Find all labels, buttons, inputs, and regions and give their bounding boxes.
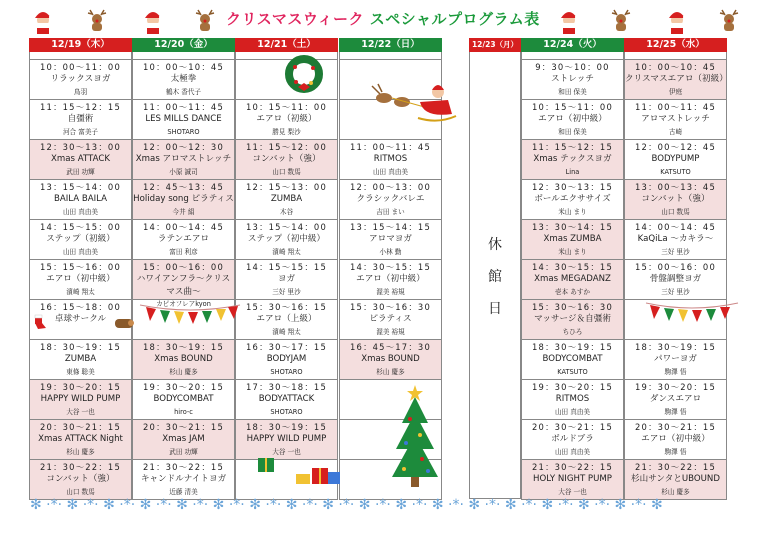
program-inst: KATSUTO bbox=[557, 367, 588, 376]
program-name: ボルドブラ bbox=[551, 434, 594, 445]
program-cell bbox=[624, 220, 727, 260]
program-inst: 壱本 あすか bbox=[554, 287, 591, 296]
program-inst: 杉山 慶多 bbox=[169, 367, 198, 376]
program-cell bbox=[339, 260, 442, 300]
program-name: ステップ（初級） bbox=[46, 234, 115, 245]
program-cell bbox=[132, 220, 235, 260]
program-inst: 伊庭 bbox=[668, 87, 683, 96]
program-name: BODYJAM bbox=[266, 354, 307, 365]
program-inst: 渥美 裕規 bbox=[376, 327, 405, 336]
program-time: 10：00〜10：45 bbox=[635, 62, 716, 72]
program-time: 18：30〜19：15 bbox=[40, 342, 121, 352]
program-name: BAILA BAILA bbox=[53, 194, 108, 205]
program-name: HAPPY WILD PUMP bbox=[246, 434, 327, 445]
program-cell bbox=[29, 100, 132, 140]
program-time: 21：30〜22：15 bbox=[532, 462, 613, 472]
program-time: 19：30〜20：15 bbox=[143, 382, 224, 392]
program-inst: ちひろ bbox=[562, 327, 583, 336]
program-cell bbox=[132, 380, 235, 420]
program-inst: 山田 真由美 bbox=[62, 207, 99, 216]
day-column bbox=[624, 38, 727, 500]
program-inst: 濱崎 翔太 bbox=[272, 327, 301, 336]
program-cell bbox=[339, 180, 442, 220]
program-cell bbox=[235, 260, 338, 300]
program-cell bbox=[235, 340, 338, 380]
page-title bbox=[226, 8, 540, 29]
program-name: Xmas BOUND bbox=[361, 354, 420, 365]
program-name: Xmas JAM bbox=[162, 434, 205, 445]
santa-sleigh-image bbox=[368, 74, 458, 124]
program-time: 11：15〜12：15 bbox=[532, 142, 613, 152]
program-inst: 山口 数馬 bbox=[661, 207, 690, 216]
program-name: リラックスヨガ bbox=[50, 74, 111, 85]
program-name: ピラティス bbox=[369, 314, 412, 325]
program-cell bbox=[29, 340, 132, 380]
program-name: エアロ（初中級） bbox=[641, 434, 710, 445]
program-name: エアロ（上級） bbox=[256, 314, 317, 325]
program-time: 15：00〜16：00 bbox=[143, 262, 224, 272]
program-time: 15：30〜16：15 bbox=[246, 302, 327, 312]
christmas-tree-image bbox=[390, 383, 440, 491]
program-cell bbox=[339, 140, 442, 180]
program-inst: 三好 里沙 bbox=[661, 247, 690, 256]
program-inst: 杉山 慶多 bbox=[66, 447, 95, 456]
program-inst: 山田 真由美 bbox=[62, 247, 99, 256]
program-inst: SHOTARO bbox=[270, 367, 303, 376]
reindeer-icon bbox=[608, 6, 634, 34]
program-name: BODYCOMBAT bbox=[542, 354, 603, 365]
program-time: 21：30〜22：15 bbox=[635, 462, 716, 472]
program-name: ステップ（初中級） bbox=[247, 234, 326, 245]
program-name: 骨盤調整ヨガ bbox=[649, 274, 702, 285]
day-column bbox=[235, 38, 338, 500]
program-inst: 鶴木 香代子 bbox=[165, 87, 202, 96]
program-time: 12：30〜13：00 bbox=[40, 142, 121, 152]
program-time: 12：30〜13：15 bbox=[532, 182, 613, 192]
program-name: コンバット（強） bbox=[252, 154, 321, 165]
program-inst: 近藤 清美 bbox=[169, 487, 198, 496]
program-inst: 今井 絹 bbox=[172, 207, 195, 216]
spacer-row bbox=[624, 52, 727, 60]
program-cell bbox=[624, 180, 727, 220]
spacer-row bbox=[339, 52, 442, 60]
program-time: 19：30〜20：15 bbox=[635, 382, 716, 392]
program-time: 14：00〜14：45 bbox=[635, 222, 716, 232]
program-name: Xmas テックスヨガ bbox=[533, 154, 612, 165]
program-time: 10：15〜11：00 bbox=[246, 102, 327, 112]
program-inst: 古崎 bbox=[668, 127, 683, 136]
program-time: 10：00〜11：00 bbox=[40, 62, 121, 72]
program-cell bbox=[339, 300, 442, 340]
program-inst: 和田 保美 bbox=[558, 127, 587, 136]
program-time: 15：30〜16：30 bbox=[532, 302, 613, 312]
program-cell bbox=[521, 460, 624, 500]
program-time: 9：30〜10：00 bbox=[535, 62, 610, 72]
reindeer-icon bbox=[192, 6, 218, 34]
program-name: BODYATTACK bbox=[258, 394, 315, 405]
closed-char-1: 休 bbox=[488, 237, 502, 253]
program-cell bbox=[235, 100, 338, 140]
program-time: 11：15〜12：15 bbox=[40, 102, 121, 112]
program-name: HOLY NIGHT PUMP bbox=[533, 474, 612, 485]
spacer-row bbox=[132, 52, 235, 60]
program-time: 13：15〜14：00 bbox=[246, 222, 327, 232]
program-cell bbox=[132, 100, 235, 140]
program-inst: 米山 まり bbox=[558, 207, 587, 216]
program-cell bbox=[29, 260, 132, 300]
program-inst: 小原 誠司 bbox=[169, 167, 198, 176]
title-bar bbox=[0, 0, 768, 38]
program-name: 卓球サークル bbox=[54, 314, 107, 325]
program-cell bbox=[132, 260, 235, 309]
program-time: 18：30〜19：15 bbox=[635, 342, 716, 352]
program-time: 16：15〜18：00 bbox=[40, 302, 121, 312]
program-cell bbox=[235, 380, 338, 420]
closed-day-header: 12/23（月） bbox=[469, 38, 521, 52]
program-cell bbox=[29, 60, 132, 100]
program-name: アロマヨガ bbox=[369, 234, 412, 245]
program-inst: 三好 里沙 bbox=[272, 287, 301, 296]
santa-icon bbox=[664, 6, 690, 34]
program-inst: 吉田 まい bbox=[376, 207, 405, 216]
program-inst: 濱崎 翔太 bbox=[66, 287, 95, 296]
spacer-row bbox=[29, 52, 132, 60]
program-time: 20：30〜21：15 bbox=[532, 422, 613, 432]
program-inst: 駒澤 悟 bbox=[664, 407, 687, 416]
program-time: 19：30〜20：15 bbox=[40, 382, 121, 392]
program-inst: hiro-c bbox=[174, 407, 193, 416]
program-name: エアロ（初級） bbox=[256, 114, 317, 125]
program-cell bbox=[624, 100, 727, 140]
program-cell bbox=[521, 180, 624, 220]
program-inst: SHOTARO bbox=[270, 407, 303, 416]
program-name: Xmas BOUND bbox=[154, 354, 213, 365]
program-time: 15：00〜16：00 bbox=[635, 262, 716, 272]
day-column bbox=[521, 38, 624, 500]
program-time: 20：30〜21：15 bbox=[40, 422, 121, 432]
program-name: KaQiLa 〜カキラ〜 bbox=[637, 234, 714, 245]
program-inst: 和田 保美 bbox=[558, 87, 587, 96]
program-cell bbox=[132, 60, 235, 100]
program-inst: 大谷 一也 bbox=[272, 447, 301, 456]
program-cell bbox=[29, 420, 132, 460]
program-time: 13：15〜14：15 bbox=[350, 222, 431, 232]
program-cell bbox=[521, 140, 624, 180]
program-cell bbox=[521, 340, 624, 380]
program-name: 太極拳 bbox=[170, 74, 197, 85]
program-cell bbox=[521, 100, 624, 140]
program-inst: 三好 里沙 bbox=[661, 287, 690, 296]
program-name: RITMOS bbox=[373, 154, 408, 165]
program-name: ダンスエアロ bbox=[649, 394, 702, 405]
program-name: ヨガ bbox=[277, 274, 296, 285]
program-cell bbox=[132, 180, 235, 220]
program-time: 20：30〜21：15 bbox=[143, 422, 224, 432]
program-cell bbox=[521, 220, 624, 260]
program-cell bbox=[132, 420, 235, 460]
snowflake-border: ✻ ·*· ✻ ·*· ✻ ·*· ✻ ·*· ✻ ·*· ✻ ·*· ✻ ·*· ✻ ·*· ✻ ·*· ✻ ·*· ✻ ·*· ✻ ·*· ✻ ·*· ✻ ·*· ✻ ·*· ✻ ·*· ✻ ·*· ✻ bbox=[30, 497, 663, 513]
program-cell bbox=[132, 460, 235, 500]
program-time: 15：15〜16：00 bbox=[40, 262, 121, 272]
santa-icon bbox=[140, 6, 166, 34]
program-inst: 駒澤 悟 bbox=[664, 367, 687, 376]
program-name: コンバット（強） bbox=[46, 474, 115, 485]
program-time: 11：15〜12：00 bbox=[246, 142, 327, 152]
program-name: Xmas アロマストレッチ bbox=[135, 154, 232, 165]
program-time: 11：00〜11：45 bbox=[143, 102, 224, 112]
program-time: 17：30〜18：15 bbox=[246, 382, 327, 392]
program-time: 12：15〜13：00 bbox=[246, 182, 327, 192]
program-inst: 駒澤 悟 bbox=[664, 447, 687, 456]
program-inst: 濱崎 翔太 bbox=[272, 247, 301, 256]
bunting-image bbox=[644, 299, 740, 325]
reindeer-icon bbox=[84, 6, 110, 34]
program-name: Xmas MEGADANZ bbox=[534, 274, 611, 285]
program-name: エアロ（初中級） bbox=[356, 274, 425, 285]
program-inst: 渥美 裕規 bbox=[376, 287, 405, 296]
program-name: エアロ（初中級） bbox=[46, 274, 115, 285]
day-header: 12/22（日） bbox=[339, 38, 442, 52]
reindeer-icon bbox=[716, 6, 742, 34]
program-cell bbox=[624, 140, 727, 180]
gift-boxes-image bbox=[256, 454, 342, 486]
program-time: 18：30〜19：15 bbox=[532, 342, 613, 352]
program-name: ハワイアンフラ〜クリスマス曲〜 bbox=[136, 274, 231, 297]
program-name: ZUMBA bbox=[270, 194, 303, 205]
program-cell bbox=[521, 300, 624, 340]
program-cell bbox=[235, 220, 338, 260]
program-cell bbox=[29, 140, 132, 180]
program-time: 12：00〜13：00 bbox=[350, 182, 431, 192]
program-name: ラテンエアロ bbox=[157, 234, 210, 245]
program-cell bbox=[29, 180, 132, 220]
program-name: キャンドルナイトヨガ bbox=[140, 474, 227, 485]
program-time: 14：30〜15：15 bbox=[350, 262, 431, 272]
program-inst: Lina bbox=[565, 167, 580, 176]
program-name: クリスマスエアロ（初級） bbox=[625, 74, 728, 85]
program-inst: 東條 聡美 bbox=[66, 367, 95, 376]
program-inst: 武田 功輝 bbox=[66, 167, 95, 176]
closed-day-column bbox=[469, 38, 521, 317]
program-inst: 山口 数馬 bbox=[272, 167, 301, 176]
program-cell bbox=[624, 340, 727, 380]
program-time: 10：15〜11：00 bbox=[532, 102, 613, 112]
program-name: コンバット（強） bbox=[641, 194, 710, 205]
program-name: ボールエクササイズ bbox=[534, 194, 611, 205]
santa-icon bbox=[30, 6, 56, 34]
day-column bbox=[132, 38, 235, 500]
program-time: 13：15〜14：00 bbox=[40, 182, 121, 192]
program-inst: 杉山 慶多 bbox=[376, 367, 405, 376]
program-cell bbox=[29, 220, 132, 260]
program-name: HAPPY WILD PUMP bbox=[40, 394, 121, 405]
program-inst: カピオフレアkyon bbox=[156, 300, 211, 309]
program-time: 11：00〜11：45 bbox=[635, 102, 716, 112]
program-inst: 木谷 bbox=[279, 207, 294, 216]
program-name: 自彊術 bbox=[67, 114, 94, 125]
santa-icon bbox=[556, 6, 582, 34]
program-time: 16：30〜17：15 bbox=[246, 342, 327, 352]
program-cell bbox=[521, 260, 624, 300]
program-cell bbox=[624, 260, 727, 300]
program-time: 19：30〜20：15 bbox=[532, 382, 613, 392]
program-inst: 山口 数馬 bbox=[66, 487, 95, 496]
program-name: BODYCOMBAT bbox=[153, 394, 214, 405]
program-inst: 大谷 一也 bbox=[66, 407, 95, 416]
closed-day-block bbox=[469, 52, 521, 499]
program-cell bbox=[521, 380, 624, 420]
program-name: ZUMBA bbox=[64, 354, 97, 365]
program-name: アロマストレッチ bbox=[641, 114, 710, 125]
program-time: 12：00〜12：45 bbox=[635, 142, 716, 152]
program-name: LES MILLS DANCE bbox=[145, 114, 222, 125]
program-time: 14：15〜15：15 bbox=[246, 262, 327, 272]
program-name: エアロ（初中級） bbox=[538, 114, 607, 125]
program-cell bbox=[521, 60, 624, 100]
program-inst: 富田 利彦 bbox=[169, 247, 198, 256]
program-inst: 山田 真由美 bbox=[372, 167, 409, 176]
day-column bbox=[29, 38, 132, 500]
day-header: 12/25（水） bbox=[624, 38, 727, 52]
program-time: 16：45〜17：30 bbox=[350, 342, 431, 352]
program-name: Xmas ATTACK Night bbox=[38, 434, 123, 445]
program-time: 14：00〜14：45 bbox=[143, 222, 224, 232]
spacer-row bbox=[521, 52, 624, 60]
program-name: 杉山サンタとUBOUND bbox=[631, 474, 720, 485]
program-name: パワーヨガ bbox=[654, 354, 697, 365]
program-name: Xmas ATTACK bbox=[51, 154, 110, 165]
program-cell bbox=[29, 380, 132, 420]
program-cell bbox=[235, 300, 338, 340]
log-cake-icon bbox=[114, 315, 134, 329]
program-cell bbox=[235, 180, 338, 220]
program-cell bbox=[624, 60, 727, 100]
stocking-icon bbox=[30, 314, 48, 330]
day-header: 12/24（火） bbox=[521, 38, 624, 52]
program-time: 20：30〜21：15 bbox=[635, 422, 716, 432]
program-name: マッサージ＆自彊術 bbox=[534, 314, 611, 325]
program-inst: 鳥羽 bbox=[73, 87, 88, 96]
day-header: 12/21（土） bbox=[235, 38, 338, 52]
program-time: 10：00〜10：45 bbox=[143, 62, 224, 72]
program-cell bbox=[132, 340, 235, 380]
program-time: 12：45〜13：45 bbox=[143, 182, 224, 192]
bunting-image bbox=[138, 301, 242, 329]
program-cell bbox=[132, 140, 235, 180]
title-part-green: スペシャルプログラム表 bbox=[369, 10, 540, 28]
closed-char-3: 日 bbox=[488, 301, 502, 317]
program-time: 18：30〜19：15 bbox=[246, 422, 327, 432]
program-cell bbox=[624, 460, 727, 500]
day-header: 12/20（金） bbox=[132, 38, 235, 52]
program-time: 14：15〜15：00 bbox=[40, 222, 121, 232]
program-time: 13：30〜14：15 bbox=[532, 222, 613, 232]
program-inst: 米山 まり bbox=[558, 247, 587, 256]
program-time: 13：00〜13：45 bbox=[635, 182, 716, 192]
program-name: RITMOS bbox=[555, 394, 590, 405]
program-time: 15：30〜16：30 bbox=[350, 302, 431, 312]
program-time: 21：30〜22：15 bbox=[40, 462, 121, 472]
program-inst: 武田 功輝 bbox=[169, 447, 198, 456]
program-inst: SHOTARO bbox=[167, 127, 200, 136]
program-cell bbox=[29, 460, 132, 500]
wreath-image bbox=[283, 53, 325, 95]
program-inst: 勝見 梨沙 bbox=[272, 127, 301, 136]
program-inst: 杉山 慶多 bbox=[661, 487, 690, 496]
program-time: 18：30〜19：15 bbox=[143, 342, 224, 352]
program-inst: 山田 真由美 bbox=[554, 407, 591, 416]
program-time: 21：30〜22：15 bbox=[143, 462, 224, 472]
program-cell bbox=[521, 420, 624, 460]
program-name: クラシックバレエ bbox=[356, 194, 425, 205]
program-inst: 大谷 一也 bbox=[558, 487, 587, 496]
program-time: 14：30〜15：15 bbox=[532, 262, 613, 272]
program-cell bbox=[339, 220, 442, 260]
title-part-red: クリスマスウィーク bbox=[226, 10, 365, 28]
day-header: 12/19（木） bbox=[29, 38, 132, 52]
program-time: 12：00〜12：30 bbox=[143, 142, 224, 152]
program-name: ストレッチ bbox=[551, 74, 594, 85]
program-name: BODYPUMP bbox=[651, 154, 700, 165]
program-inst: 小林 勤 bbox=[379, 247, 402, 256]
program-time: 11：00〜11：45 bbox=[350, 142, 431, 152]
program-inst: 山田 真由美 bbox=[554, 447, 591, 456]
closed-char-2: 館 bbox=[488, 269, 502, 285]
program-inst: KATSUTO bbox=[660, 167, 691, 176]
program-cell bbox=[235, 140, 338, 180]
program-cell bbox=[624, 420, 727, 460]
program-inst: 河合 富美子 bbox=[62, 127, 99, 136]
program-cell bbox=[339, 340, 442, 380]
program-name: Holiday song ピラティス bbox=[133, 194, 234, 205]
program-cell bbox=[624, 380, 727, 420]
program-name: Xmas ZUMBA bbox=[543, 234, 602, 245]
